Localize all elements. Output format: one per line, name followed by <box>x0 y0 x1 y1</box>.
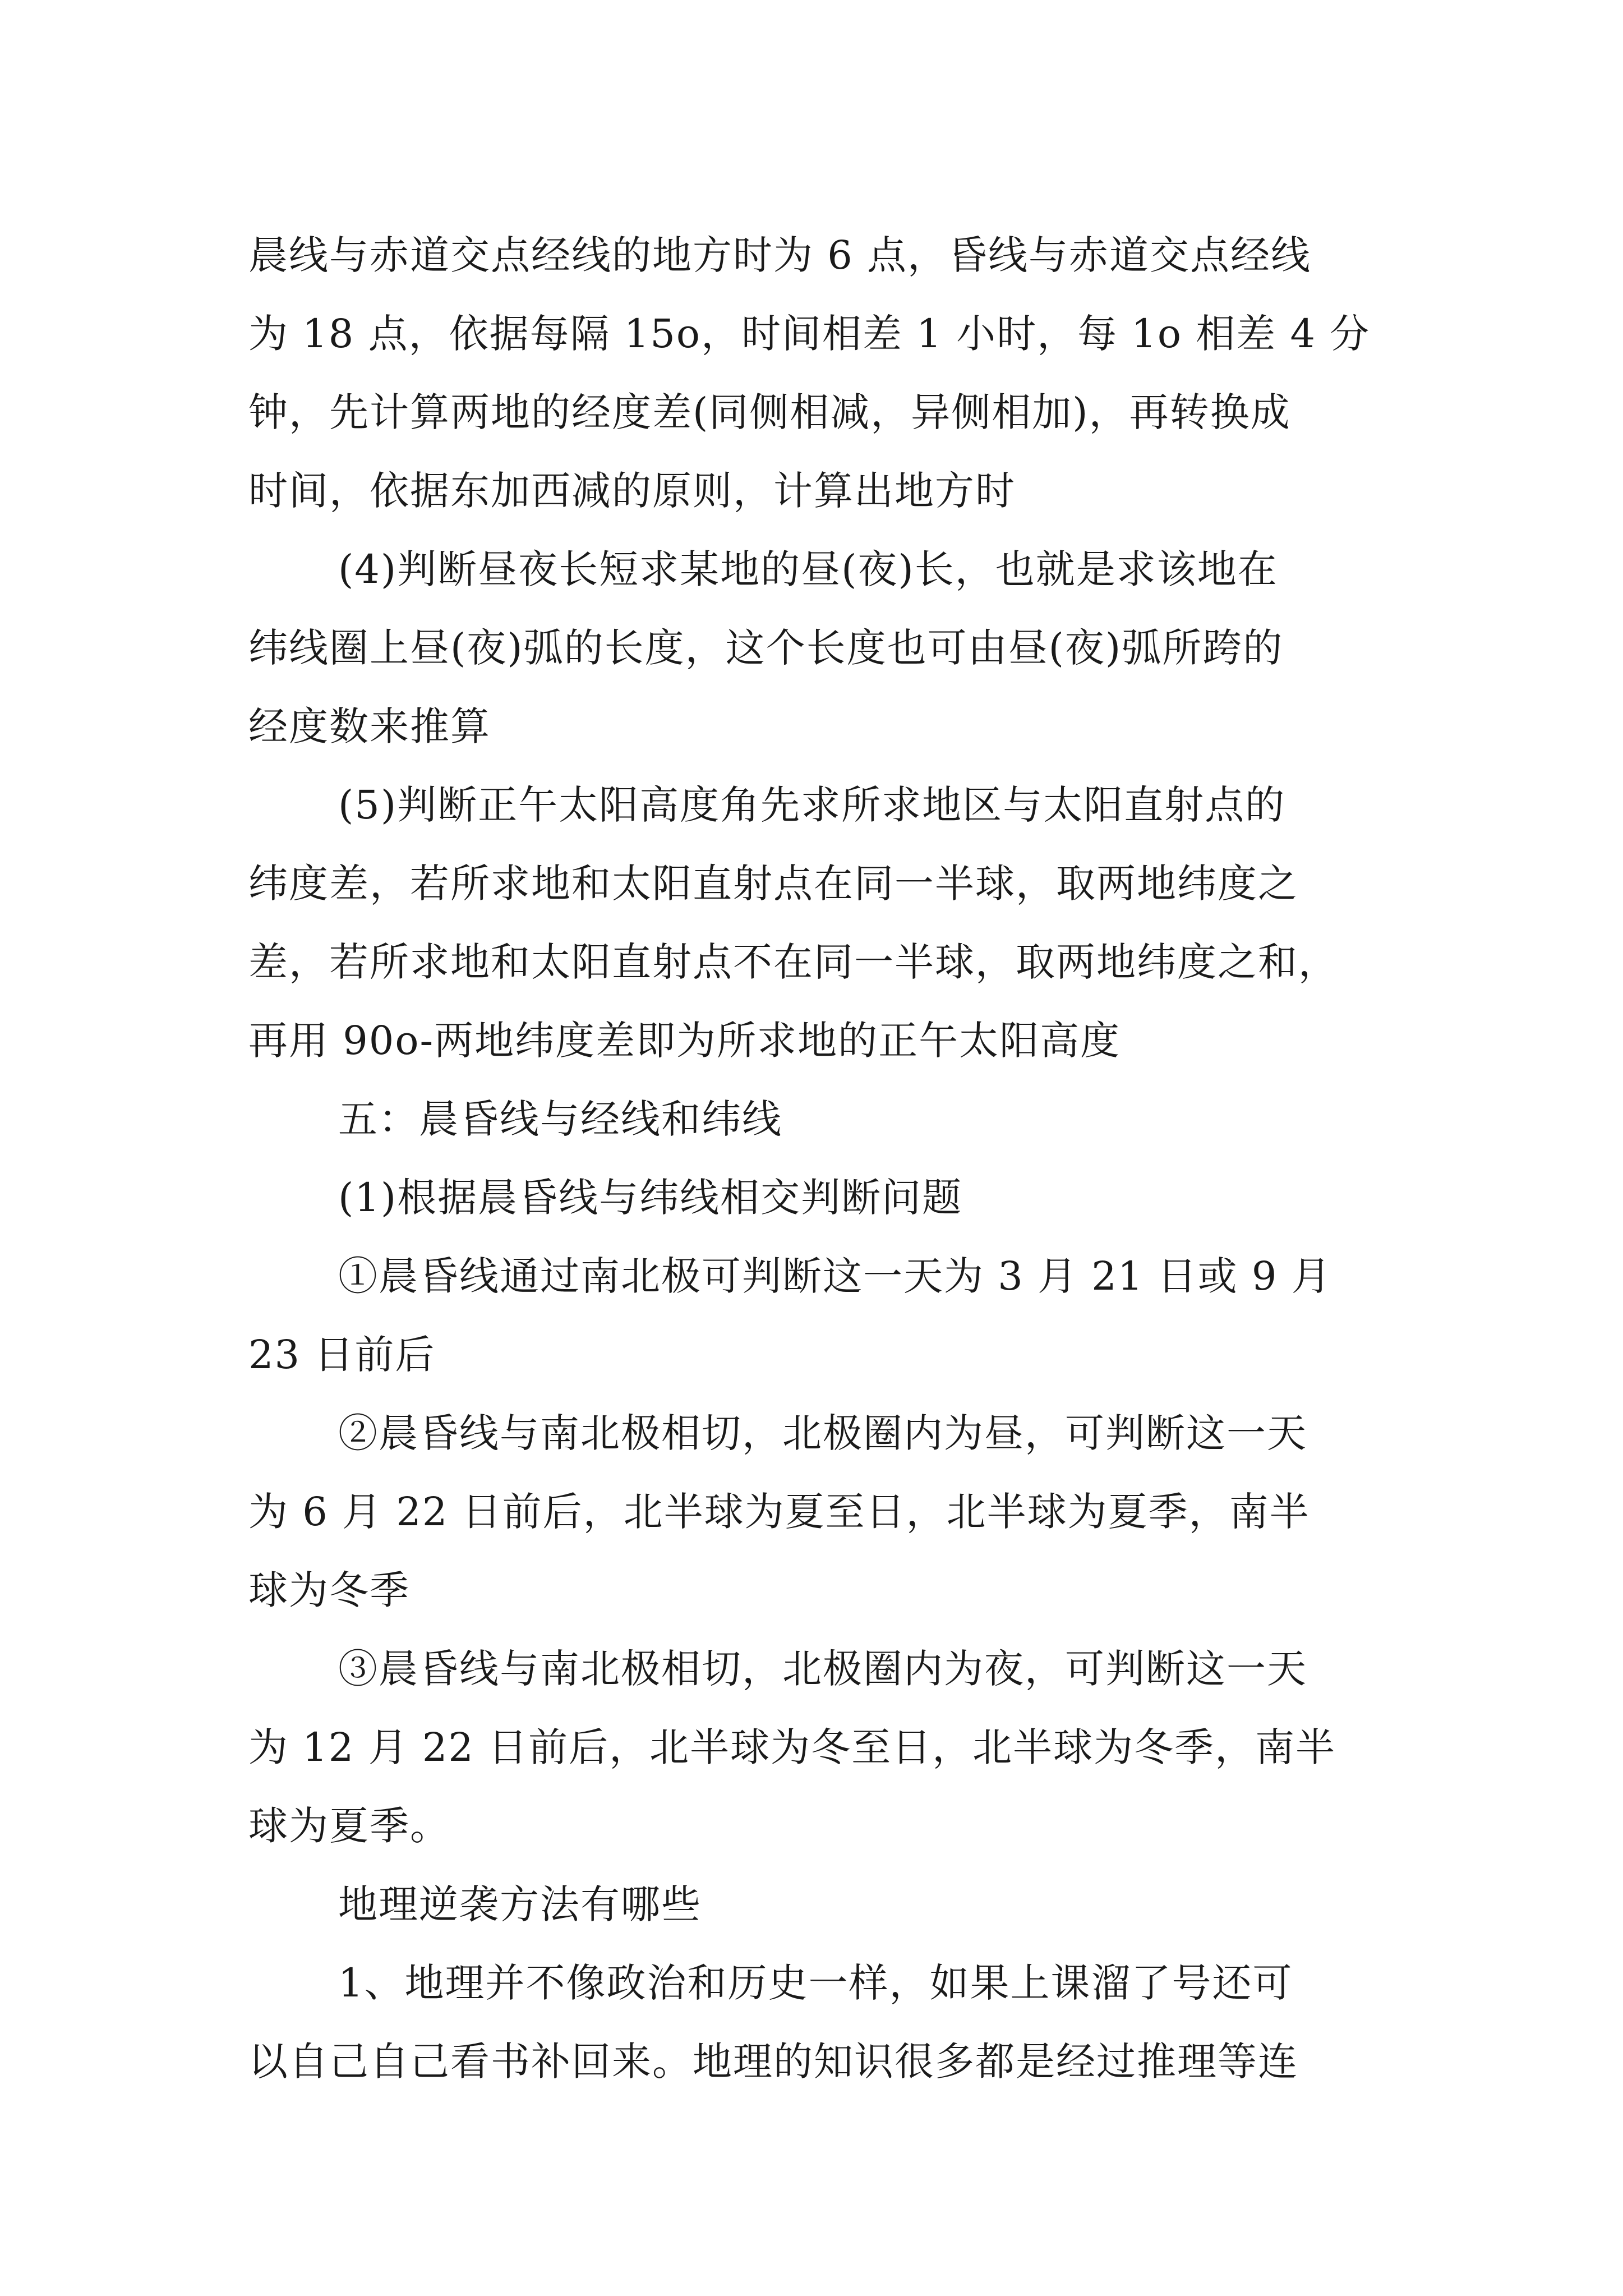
text-line: 为 12 月 22 日前后，北半球为冬至日，北半球为冬季，南半 <box>248 1724 1336 1770</box>
text-line: 晨线与赤道交点经线的地方时为 6 点，昏线与赤道交点经线 <box>248 232 1312 278</box>
text-line: 为 18 点，依据每隔 15o，时间相差 1 小时，每 1o 相差 4 分 <box>248 311 1371 357</box>
list-item: ①晨昏线通过南北极可判断这一天为 3 月 21 日或 9 月 <box>338 1253 1332 1299</box>
text-line: 23 日前后 <box>248 1332 436 1378</box>
text-line: 球为冬季 <box>248 1567 410 1613</box>
section-heading: 五：晨昏线与经线和纬线 <box>338 1096 782 1142</box>
document-body <box>248 216 1387 2101</box>
text-line: 差，若所求地和太阳直射点不在同一半球，取两地纬度之和， <box>248 939 1339 985</box>
text-line: 时间，依据东加西减的原则，计算出地方时 <box>248 468 1016 514</box>
section-heading: 地理逆袭方法有哪些 <box>338 1881 702 1927</box>
paragraph-heading: (1)根据晨昏线与纬线相交判断问题 <box>338 1175 963 1221</box>
paragraph-heading: (4)判断昼夜长短求某地的昼(夜)长，也就是求该地在 <box>338 546 1278 592</box>
text-line: 为 6 月 22 日前后，北半球为夏至日，北半球为夏季，南半 <box>248 1489 1310 1535</box>
list-item: ③晨昏线与南北极相切，北极圈内为夜，可判断这一天 <box>338 1646 1307 1692</box>
paragraph-start: 1、地理并不像政治和历史一样，如果上课溜了号还可 <box>338 1960 1293 2006</box>
text-line: 再用 90o-两地纬度差即为所求地的正午太阳高度 <box>248 1018 1121 1064</box>
text-line: 纬线圈上昼(夜)弧的长度，这个长度也可由昼(夜)弧所跨的 <box>248 625 1284 671</box>
text-line: 钟，先计算两地的经度差(同侧相减，异侧相加)，再转换成 <box>248 389 1291 435</box>
text-line: 经度数来推算 <box>248 703 491 749</box>
paragraph-heading: (5)判断正午太阳高度角先求所求地区与太阳直射点的 <box>338 782 1286 828</box>
text-line: 球为夏季。 <box>248 1803 450 1849</box>
list-item: ②晨昏线与南北极相切，北极圈内为昼，可判断这一天 <box>338 1410 1307 1456</box>
text-line: 以自己自己看书补回来。地理的知识很多都是经过推理等连 <box>248 2039 1298 2085</box>
text-line: 纬度差，若所求地和太阳直射点在同一半球，取两地纬度之 <box>248 861 1298 907</box>
